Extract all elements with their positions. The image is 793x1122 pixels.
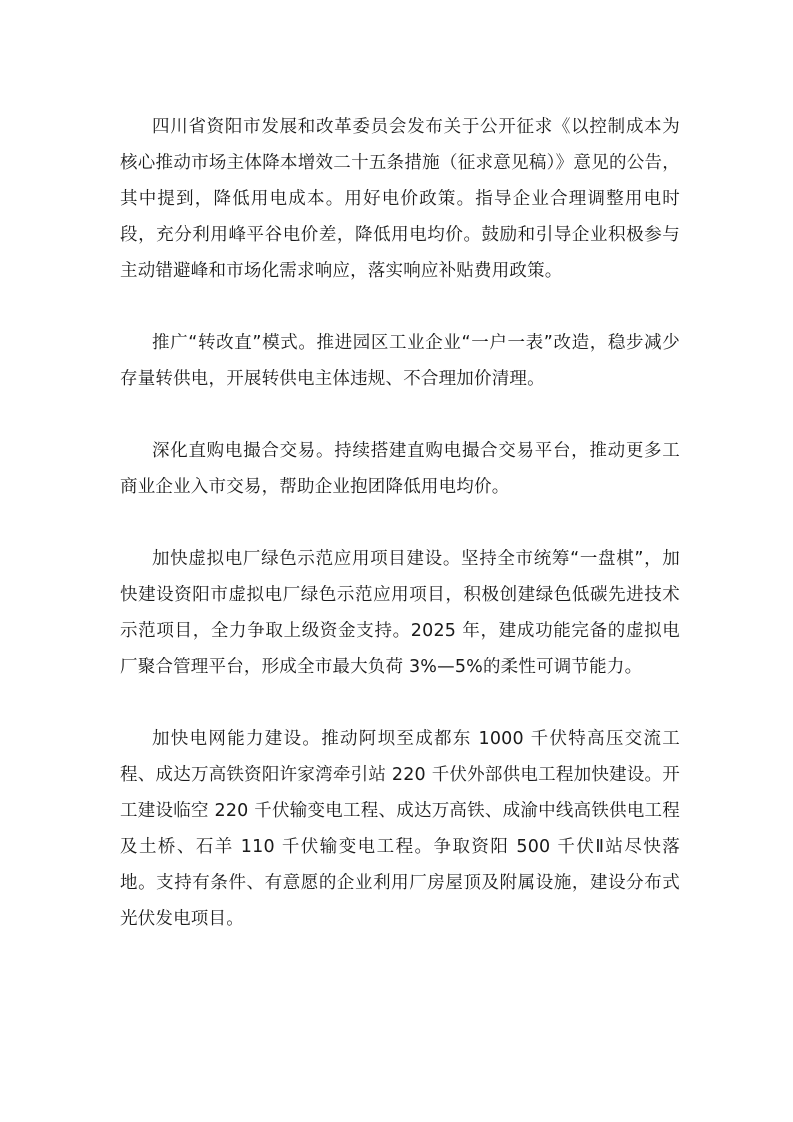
paragraph-virtual-power-plant: 加快虚拟电厂绿色示范应用项目建设。坚持全市统筹“一盘棋”，加快建设资阳市虚拟电厂绿色示范应用项目，积极创建绿色低碳先进技术示范项目，全力争取上级资金支持。2025 年，建成功能完备的虚拟电厂聚合管理平台，形成全市最大负荷 3%—5%的柔性可调节能力。	[120, 549, 680, 677]
paragraph-direct-supply: 推广“转改直”模式。推进园区工业企业“一户一表”改造，稳步减少存量转供电，开展转供电主体违规、不合理加价清理。	[120, 333, 680, 389]
paragraph-grid-construction: 加快电网能力建设。推动阿坝至成都东 1000 千伏特高压交流工程、成达万高铁资阳许家湾牵引站 220 千伏外部供电工程加快建设。开工建设临空 220 千伏输变电工程、成达万高铁、成渝中线高铁供电工程及土桥、石羊 110 千伏输变电工程。争取资阳 500 千伏Ⅱ站尽快落地。支持有条件、有意愿的企业利用厂房屋顶及附属设施，建设分布式光伏发电项目。	[120, 729, 680, 929]
paragraph-electricity-cost: 四川省资阳市发展和改革委员会发布关于公开征求《以控制成本为核心推动市场主体降本增效二十五条措施（征求意见稿）》意见的公告，其中提到，降低用电成本。用好电价政策。指导企业合理调整用电时段，充分利用峰平谷电价差，降低用电均价。鼓励和引导企业积极参与主动错避峰和市场化需求响应，落实响应补贴费用政策。	[120, 117, 680, 281]
paragraph-direct-purchase: 深化直购电撮合交易。持续搭建直购电撮合交易平台，推动更多工商业企业入市交易，帮助企业抱团降低用电均价。	[120, 441, 680, 497]
document-body	[120, 109, 680, 937]
